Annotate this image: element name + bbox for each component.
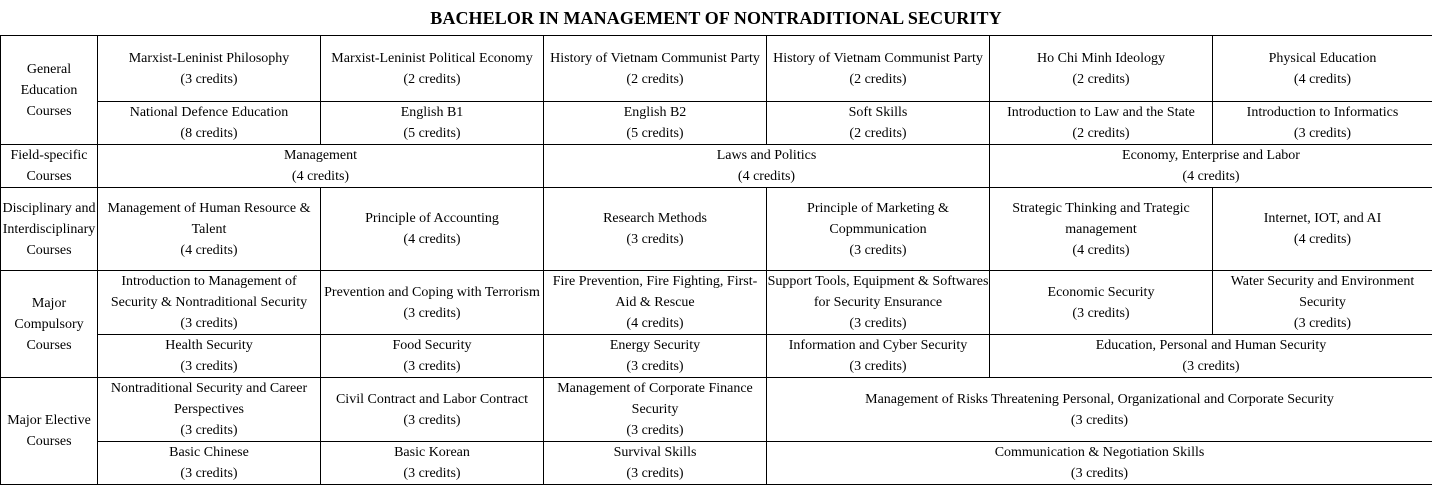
course-name: Energy Security — [544, 335, 766, 356]
course-cell — [544, 145, 990, 188]
course-credits: (4 credits) — [98, 240, 320, 261]
table-row — [1, 335, 1432, 378]
course-cell — [1213, 271, 1432, 335]
course-credits: (8 credits) — [98, 123, 320, 144]
course-cell — [321, 442, 544, 485]
course-name: Introduction to Law and the State — [990, 102, 1212, 123]
course-name: Water Security and Environment Security — [1213, 271, 1432, 313]
course-cell — [544, 442, 767, 485]
course-name: Fire Prevention, Fire Fighting, First-Aid & Rescue — [544, 271, 766, 313]
course-name: Education, Personal and Human Security — [990, 335, 1432, 356]
course-cell — [990, 36, 1213, 102]
course-credits: (5 credits) — [544, 123, 766, 144]
course-cell — [990, 188, 1213, 271]
course-cell — [321, 271, 544, 335]
course-credits: (4 credits) — [1213, 69, 1432, 90]
course-cell — [321, 102, 544, 145]
course-credits: (4 credits) — [990, 240, 1212, 261]
course-cell — [767, 335, 990, 378]
course-credits: (4 credits) — [98, 166, 543, 187]
course-credits: (3 credits) — [544, 356, 766, 377]
course-cell — [767, 442, 1432, 485]
table-row — [1, 271, 1432, 335]
course-name: English B1 — [321, 102, 543, 123]
course-credits: (3 credits) — [1213, 313, 1432, 334]
course-name: Research Methods — [544, 208, 766, 229]
course-credits: (3 credits) — [321, 410, 543, 431]
course-credits: (3 credits) — [1213, 123, 1432, 144]
course-cell — [98, 442, 321, 485]
course-cell — [767, 102, 990, 145]
course-credits: (2 credits) — [767, 123, 989, 144]
course-cell — [544, 102, 767, 145]
course-cell — [767, 188, 990, 271]
course-name: Introduction to Informatics — [1213, 102, 1432, 123]
course-cell — [990, 271, 1213, 335]
course-credits: (3 credits) — [990, 356, 1432, 377]
course-name: Food Security — [321, 335, 543, 356]
course-name: Communication & Negotiation Skills — [767, 442, 1432, 463]
category-disciplinary: Disciplinary and Interdisciplinary Courses — [1, 188, 98, 271]
course-credits: (3 credits) — [544, 229, 766, 250]
course-cell — [98, 102, 321, 145]
course-credits: (4 credits) — [1213, 229, 1432, 250]
course-name: Ho Chi Minh Ideology — [990, 48, 1212, 69]
course-name: Management of Human Resource & Talent — [98, 198, 320, 240]
course-name: Economic Security — [990, 282, 1212, 303]
course-name: Soft Skills — [767, 102, 989, 123]
course-cell — [544, 271, 767, 335]
course-cell — [98, 335, 321, 378]
course-credits: (4 credits) — [321, 229, 543, 250]
course-name: Economy, Enterprise and Labor — [990, 145, 1432, 166]
course-credits: (3 credits) — [98, 69, 320, 90]
course-name: Strategic Thinking and Trategic management — [990, 198, 1212, 240]
course-name: Introduction to Management of Security & Nontraditional Security — [98, 271, 320, 313]
course-name: Principle of Accounting — [321, 208, 543, 229]
course-cell — [544, 188, 767, 271]
course-credits: (3 credits) — [767, 463, 1432, 484]
course-credits: (5 credits) — [321, 123, 543, 144]
course-name: Physical Education — [1213, 48, 1432, 69]
course-name: Basic Chinese — [98, 442, 320, 463]
course-credits: (3 credits) — [767, 313, 989, 334]
category-elective: Major Elective Courses — [1, 378, 98, 485]
course-cell — [767, 378, 1432, 442]
course-name: Laws and Politics — [544, 145, 989, 166]
course-name: Internet, IOT, and AI — [1213, 208, 1432, 229]
course-cell — [98, 271, 321, 335]
table-row — [1, 188, 1432, 271]
category-general: General Education Courses — [1, 36, 98, 145]
table-row — [1, 442, 1432, 485]
course-credits: (2 credits) — [321, 69, 543, 90]
course-credits: (3 credits) — [98, 356, 320, 377]
course-cell — [544, 378, 767, 442]
course-name: Health Security — [98, 335, 320, 356]
course-credits: (4 credits) — [544, 313, 766, 334]
course-credits: (3 credits) — [98, 463, 320, 484]
course-credits: (3 credits) — [321, 356, 543, 377]
course-name: Information and Cyber Security — [767, 335, 989, 356]
course-credits: (2 credits) — [990, 123, 1212, 144]
category-compulsory: Major Compulsory Courses — [1, 271, 98, 378]
course-name: Management of Risks Threatening Personal, Organizational and Corporate Security — [767, 389, 1432, 410]
course-credits: (3 credits) — [321, 463, 543, 484]
course-credits: (3 credits) — [98, 420, 320, 441]
table-row — [1, 36, 1432, 102]
course-cell — [321, 335, 544, 378]
course-credits: (3 credits) — [767, 410, 1432, 431]
course-credits: (3 credits) — [98, 313, 320, 334]
course-name: English B2 — [544, 102, 766, 123]
course-cell — [1213, 188, 1432, 271]
course-name: Civil Contract and Labor Contract — [321, 389, 543, 410]
course-cell — [321, 36, 544, 102]
course-cell — [990, 335, 1432, 378]
table-row — [1, 145, 1432, 188]
course-cell — [321, 378, 544, 442]
course-credits: (2 credits) — [544, 69, 766, 90]
table-row — [1, 378, 1432, 442]
course-credits: (3 credits) — [767, 356, 989, 377]
course-credits: (4 credits) — [544, 166, 989, 187]
course-credits: (3 credits) — [321, 303, 543, 324]
course-cell — [321, 188, 544, 271]
course-name: Basic Korean — [321, 442, 543, 463]
course-cell — [98, 36, 321, 102]
course-cell — [98, 188, 321, 271]
course-name: Prevention and Coping with Terrorism — [321, 282, 543, 303]
course-cell — [990, 102, 1213, 145]
course-cell — [544, 36, 767, 102]
course-name: Survival Skills — [544, 442, 766, 463]
course-credits: (3 credits) — [990, 303, 1212, 324]
course-cell — [98, 378, 321, 442]
course-cell — [767, 36, 990, 102]
course-credits: (3 credits) — [544, 420, 766, 441]
course-name: Management of Corporate Finance Security — [544, 378, 766, 420]
course-cell — [767, 271, 990, 335]
course-credits: (2 credits) — [767, 69, 989, 90]
course-name: History of Vietnam Communist Party — [544, 48, 766, 69]
course-credits: (3 credits) — [767, 240, 989, 261]
course-cell — [990, 145, 1432, 188]
course-credits: (2 credits) — [990, 69, 1212, 90]
page-title: BACHELOR IN MANAGEMENT OF NONTRADITIONAL SECURITY — [0, 0, 1432, 35]
course-name: Management — [98, 145, 543, 166]
course-cell — [1213, 36, 1432, 102]
course-credits: (4 credits) — [990, 166, 1432, 187]
curriculum-table — [0, 35, 1432, 485]
course-name: National Defence Education — [98, 102, 320, 123]
course-cell — [544, 335, 767, 378]
course-name: Marxist-Leninist Philosophy — [98, 48, 320, 69]
course-name: Marxist-Leninist Political Economy — [321, 48, 543, 69]
course-name: Nontraditional Security and Career Perspectives — [98, 378, 320, 420]
table-row — [1, 102, 1432, 145]
course-name: History of Vietnam Communist Party — [767, 48, 989, 69]
course-cell — [1213, 102, 1432, 145]
course-credits: (3 credits) — [544, 463, 766, 484]
category-field: Field-specific Courses — [1, 145, 98, 188]
course-cell — [98, 145, 544, 188]
course-name: Principle of Marketing & Copmmunication — [767, 198, 989, 240]
course-name: Support Tools, Equipment & Softwares for Security Ensurance — [767, 271, 989, 313]
